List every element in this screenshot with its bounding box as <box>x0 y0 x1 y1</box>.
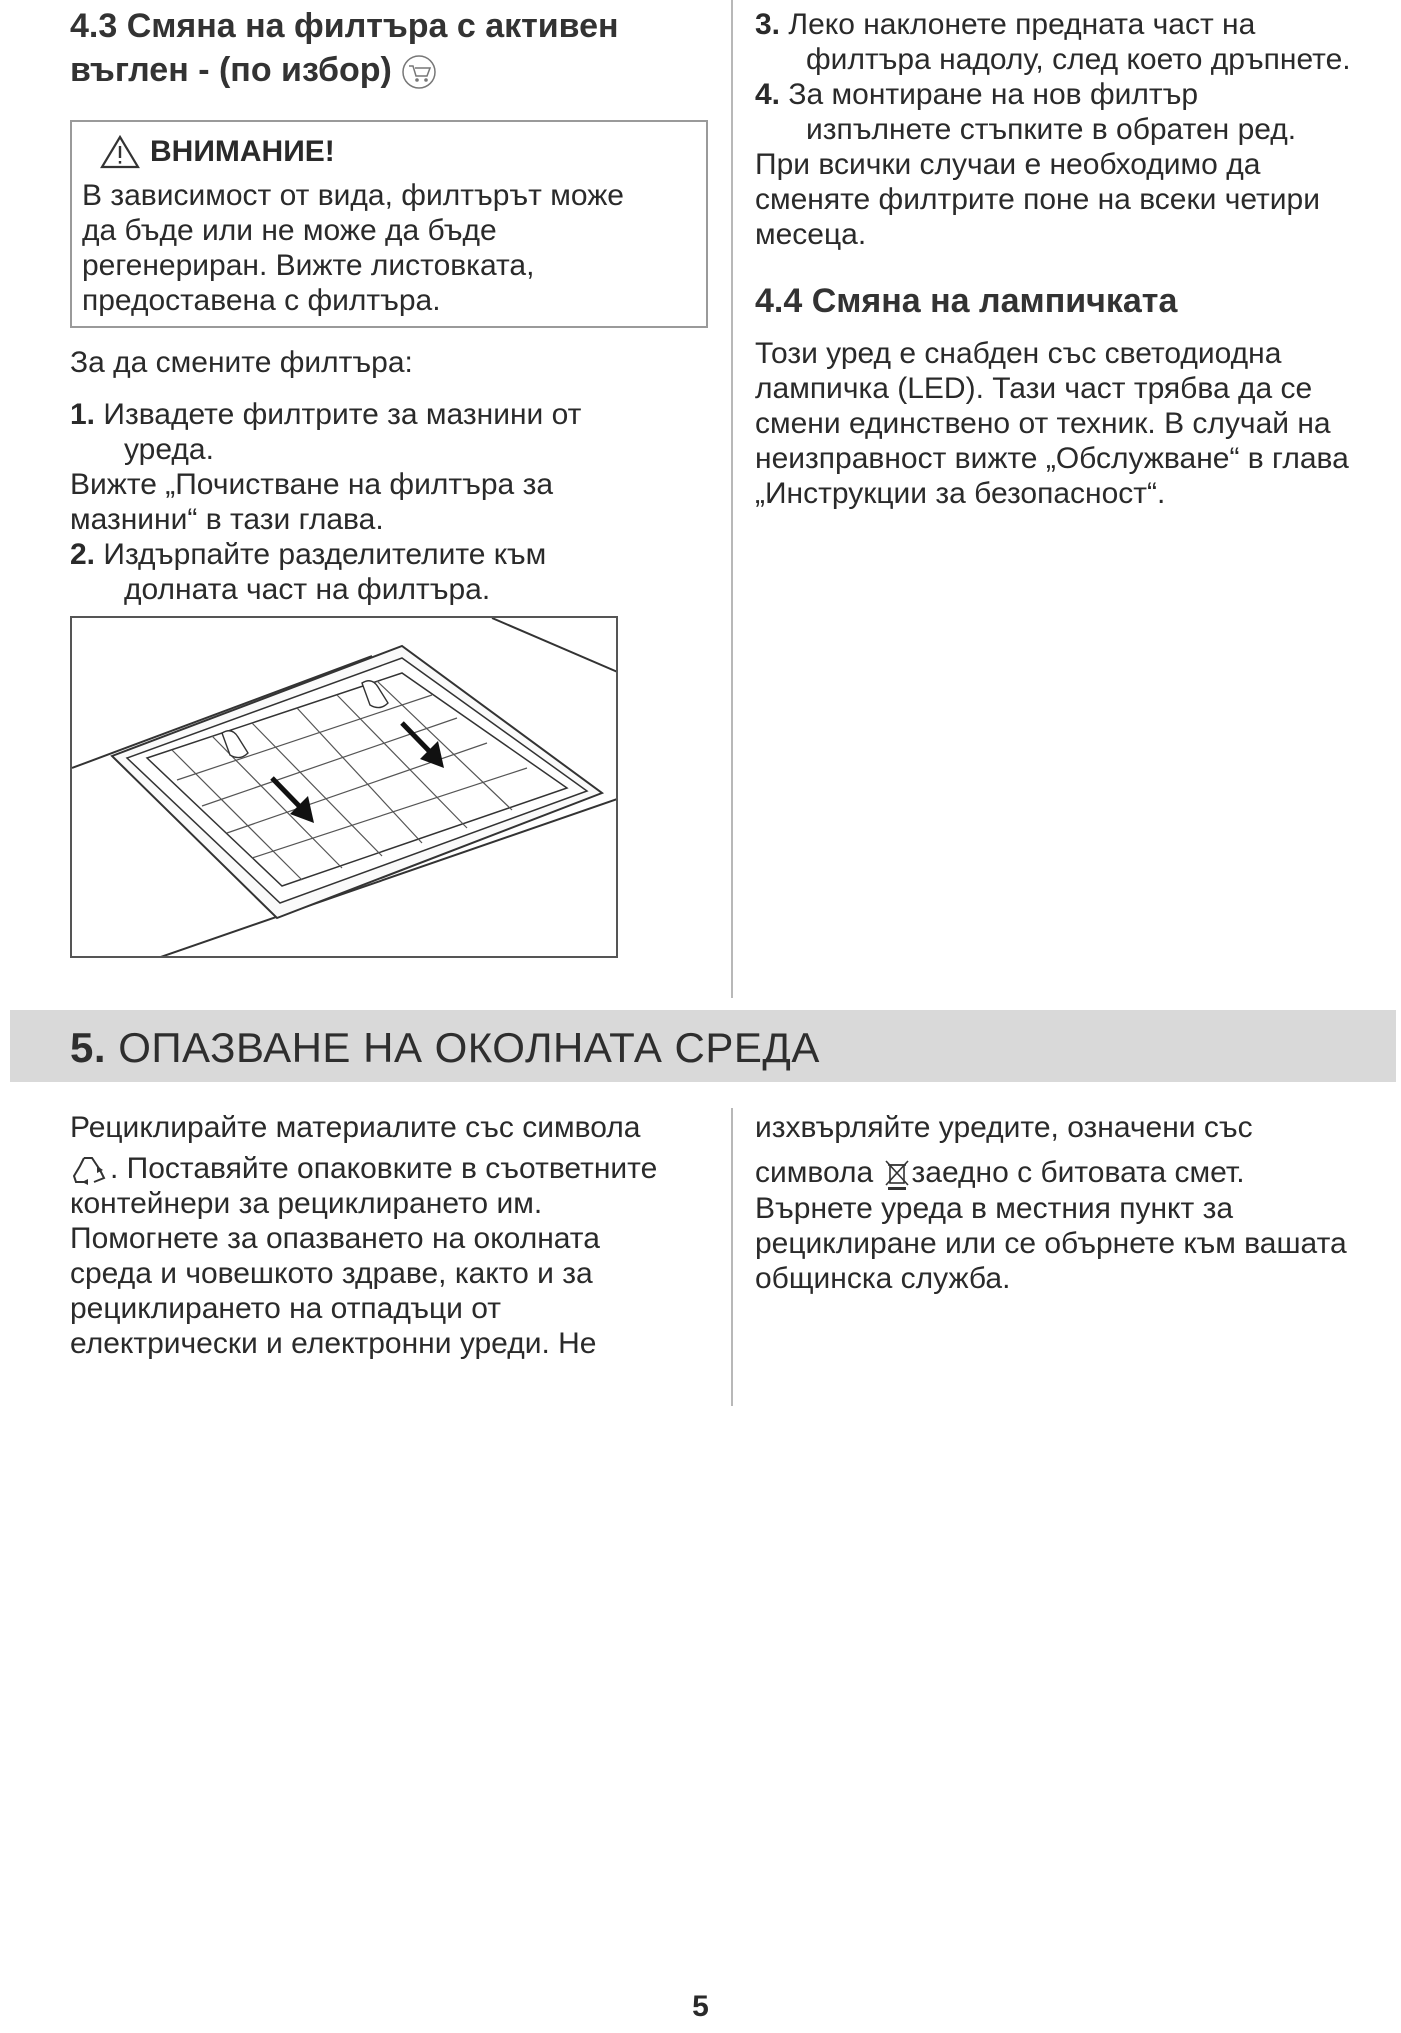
section-5-left-line: електрически и електронни уреди. Не <box>70 1327 597 1361</box>
warning-line: да бъде или не може да бъде <box>82 214 497 247</box>
section-5-right-line: Върнете уреда в местния пункт за <box>755 1192 1234 1226</box>
replacement-note-line: месеца. <box>755 218 867 251</box>
column-divider-top <box>731 0 733 998</box>
step-1-note-line1: Вижте „Почистване на филтъра за <box>70 468 554 501</box>
warning-triangle-icon <box>100 135 140 169</box>
step-3-continuation: филтъра надолу, след което дръпнете. <box>806 43 1351 76</box>
crossed-bin-icon <box>882 1157 912 1191</box>
step-4-text: За монтиране на нов филтър <box>788 78 1199 111</box>
section-5-right-line: общинска служба. <box>755 1262 1011 1296</box>
page-number: 5 <box>692 1990 709 2023</box>
warning-line: В зависимост от вида, филтърът може <box>82 179 624 212</box>
section-4-4-title: 4.4 Смяна на лампичката <box>755 282 1178 320</box>
step-3-text: Леко наклонете предната част на <box>788 8 1256 41</box>
step-3-number: 3. <box>755 8 781 41</box>
section-5-left <box>70 1110 710 1361</box>
section-5-right-line1: изхвърляйте уредите, означени със <box>755 1111 1253 1144</box>
step-2-text: Издърпайте разделителите към <box>103 538 547 571</box>
warning-text <box>82 178 696 318</box>
recycle-icon <box>70 1154 110 1186</box>
section-5-right <box>755 1110 1395 1296</box>
section-4-3-continued <box>755 7 1395 252</box>
filter-drawing <box>72 618 618 958</box>
section-4-3-title-line2: въглен - (по избор) <box>70 48 710 92</box>
section-5-right-line2a: символа <box>755 1156 874 1189</box>
section-4-4-line: Този уред е снабден със светодиодна <box>755 337 1282 370</box>
replacement-note-line: При всички случаи е необходимо да <box>755 148 1261 181</box>
section-4-4-line: неизправност вижте „Обслужване“ в глава <box>755 442 1349 475</box>
section-4-4-line: „Инструкции за безопасност“. <box>755 477 1166 510</box>
section-5-right-line2 <box>755 1155 1395 1191</box>
section-4-3-steps <box>70 345 710 607</box>
filter-illustration <box>70 616 618 958</box>
warning-line: регенериран. Вижте листовката, <box>82 249 535 282</box>
section-5-left-line: Помогнете за опазването на околната <box>70 1222 600 1256</box>
step-4-continuation: изпълнете стъпките в обратен ред. <box>806 113 1297 146</box>
section-4-3-header <box>70 4 710 92</box>
section-5-left-line1: Рециклирайте материалите със символа <box>70 1111 641 1144</box>
step-4-number: 4. <box>755 78 781 111</box>
section-5-left-line2 <box>70 1151 710 1186</box>
step-3 <box>755 7 1395 42</box>
steps-intro: За да смените филтъра: <box>70 346 413 379</box>
step-1-text: Извадете филтрите за мазнини от <box>103 398 582 431</box>
replacement-note-line: сменяте филтрите поне на всеки четири <box>755 183 1320 216</box>
step-4 <box>755 77 1395 112</box>
section-5-left-line: контейнери за рециклирането им. <box>70 1187 543 1221</box>
step-1-continuation: уреда. <box>124 433 214 466</box>
section-5-left-line: среда и човешкото здраве, както и за <box>70 1257 593 1291</box>
warning-box <box>70 120 708 328</box>
section-5-number: 5. <box>70 1024 107 1071</box>
section-4-4-line: смени единствено от техник. В случай на <box>755 407 1331 440</box>
step-1-number: 1. <box>70 398 96 431</box>
warning-title-row <box>100 132 696 172</box>
step-1-note-line2: мазнини“ в тази глава. <box>70 503 384 536</box>
section-4-3-title-line1: 4.3 Смяна на филтъра с активен <box>70 7 619 45</box>
section-5-title <box>70 1024 820 1072</box>
step-2 <box>70 537 710 572</box>
section-4-4-line: лампичка (LED). Тази част трябва да се <box>755 372 1313 405</box>
step-1 <box>70 397 710 432</box>
section-5-left-line: рециклирането на отпадъци от <box>70 1292 502 1326</box>
section-5-right-line: рециклиране или се обърнете към вашата <box>755 1227 1347 1261</box>
step-2-number: 2. <box>70 538 96 571</box>
warning-line: предоставена с филтъра. <box>82 284 441 317</box>
section-5-left-line2-text: . Поставяйте опаковките в съответните <box>110 1152 658 1185</box>
column-divider-bottom <box>731 1108 733 1406</box>
step-2-continuation: долната част на филтъра. <box>124 573 491 606</box>
warning-title: ВНИМАНИЕ! <box>150 135 335 168</box>
shopping-cart-icon <box>401 54 437 90</box>
section-5-right-line2b: заедно с битовата смет. <box>911 1156 1245 1189</box>
section-5-banner <box>10 1010 1396 1082</box>
section-5-title-text: ОПАЗВАНЕ НА ОКОЛНАТА СРЕДА <box>118 1024 820 1071</box>
section-4-4 <box>755 279 1395 511</box>
